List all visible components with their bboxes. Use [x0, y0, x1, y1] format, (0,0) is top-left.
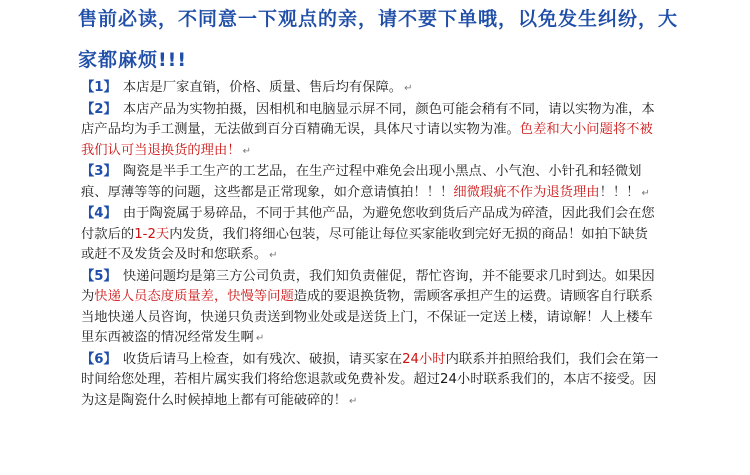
item-number: 【6】	[81, 351, 117, 367]
item-emphasis-text: 细微瑕疵不作为退货理由	[453, 184, 600, 200]
notice-item	[81, 267, 661, 350]
paragraph-return-mark: ↵	[242, 145, 251, 157]
notice-item	[81, 78, 661, 100]
notice-item	[81, 350, 661, 413]
item-number: 【4】	[81, 206, 117, 221]
headline-line-2: 家都麻烦!!!	[78, 49, 187, 71]
paragraph-return-mark: ↵	[641, 187, 650, 199]
notice-headline	[78, 2, 698, 78]
notice-item	[81, 204, 661, 267]
notice-item	[81, 162, 661, 204]
paragraph-return-mark: ↵	[255, 333, 265, 344]
item-number: 【3】	[81, 164, 117, 179]
item-number: 【5】	[81, 268, 117, 284]
item-emphasis-text: 色差和大小问题将不被我们认可当退换货的理由！	[81, 122, 653, 158]
item-text: ！！！	[599, 184, 640, 200]
item-text: 快递问题均是第三方公司负责，我们知负责催促，帮忙咨询，并不能要求几时到达。如果因为	[81, 268, 655, 304]
headline-line-1: 售前必读，不同意一下观点的亲，请不要下单哦，以免发生纠纷，大	[78, 8, 679, 30]
item-number: 【1】	[81, 80, 117, 95]
item-text: 陶瓷是半手工生产的工艺品，在生产过程中难免会出现小黑点、小气泡、小针孔和轻微划痕、厚薄等等的问题，这些都是正常现象，如介意请慎拍！！！	[81, 164, 642, 200]
item-emphasis-text: 快递人员态度质量差，快慢等问题	[94, 289, 294, 304]
item-number: 【2】	[81, 101, 117, 117]
paragraph-return-mark: ↵	[269, 250, 278, 261]
item-emphasis-text: 1-2天	[134, 226, 170, 242]
item-text: 内联系并拍照给我们，我们会在第一时间给您处理，若相片属实我们将给您退款或免费补发。超过24小时联系我们的，本店不接受。因为这是陶瓷什么时候掉地上都有可能破碎的！	[81, 351, 659, 408]
item-text: 本店产品为实物拍摄，因相机和电脑显示屏不同，颜色可能会稍有不同，请以实物为准，本店产品均为手工测量，无法做到百分百精确无误，具体尺寸请以实物为准。	[81, 101, 655, 137]
item-text: 本店是厂家直销，价格、质量、售后均有保障。	[122, 80, 403, 95]
item-emphasis-text: 24小时	[402, 351, 446, 367]
item-text: 造成的要退换货物，需顾客承担产生的运费。请顾客自行联系当地快递人员咨询，快递只负责送到物业处或是送货上门，不保证一定送上楼，请谅解！人上楼车里东西被盗的情况经常发生啊	[81, 289, 653, 345]
paragraph-return-mark: ↵	[404, 83, 413, 94]
item-text: 内发货，我们将细心包装，尽可能让每位买家能收到完好无损的商品！如拍下缺货或赶不及发货会及时和您联系。	[81, 226, 648, 262]
notice-list	[81, 78, 661, 412]
item-text: 收货后请马上检查，如有残次、破损，请买家在	[122, 351, 403, 367]
paragraph-return-mark: ↵	[348, 395, 358, 407]
notice-item	[81, 100, 661, 163]
item-text: 由于陶瓷属于易碎品，不同于其他产品，为避免您收到货后产品成为碎渣，因此我们会在您付款后的	[81, 206, 655, 242]
